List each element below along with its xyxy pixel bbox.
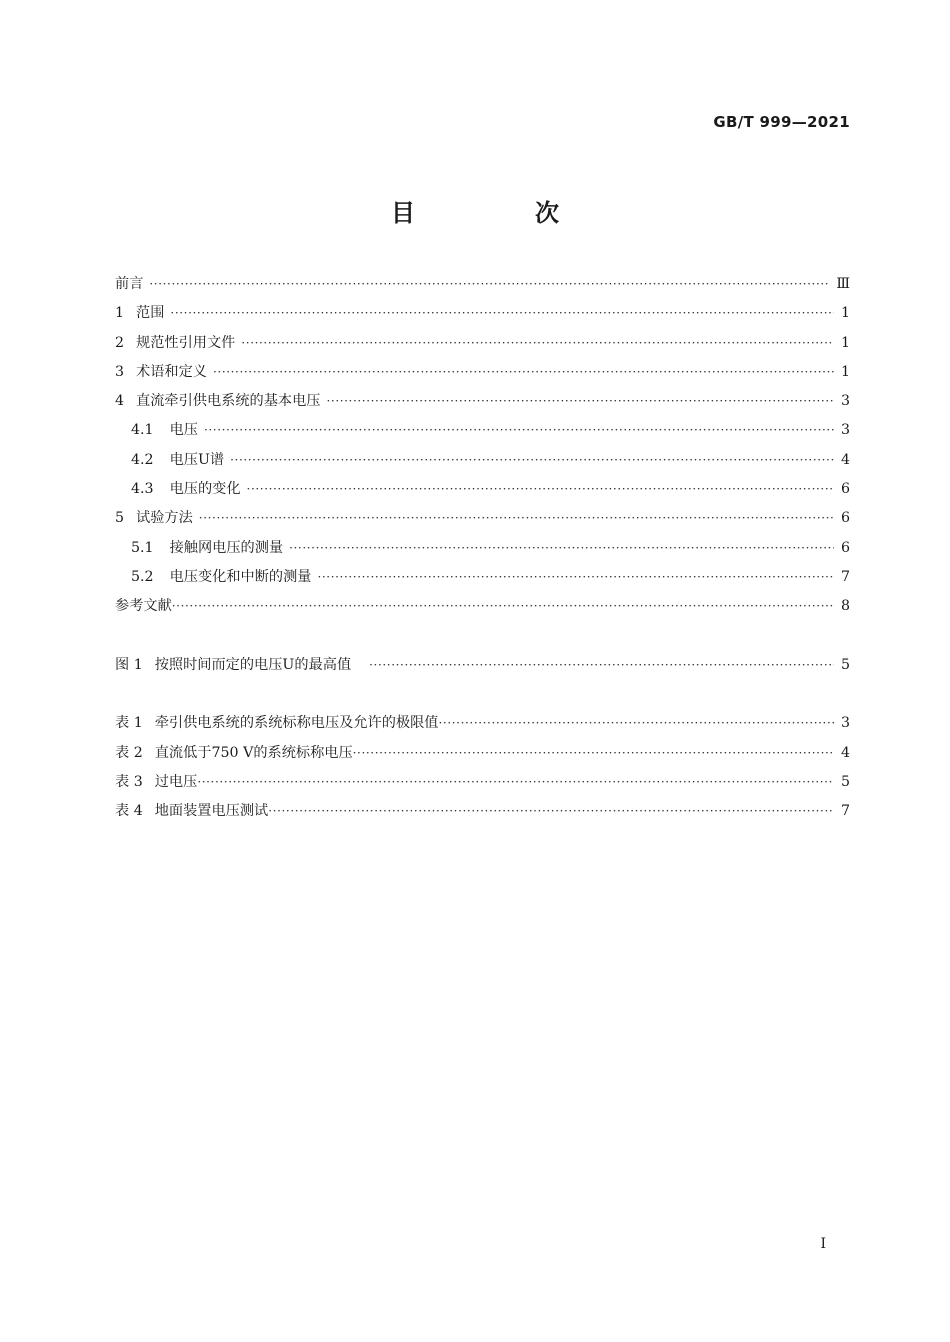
dot-leader xyxy=(204,416,834,445)
toc-page-number: 5 xyxy=(840,656,850,673)
toc-entry-text: 电压 xyxy=(169,422,198,439)
dot-leader xyxy=(149,270,830,299)
toc-entry-4-3[interactable] xyxy=(115,475,850,504)
page-title: 目 次 xyxy=(391,199,607,227)
toc-entry-text: 电压变化和中断的测量 xyxy=(169,568,312,585)
toc-entry-number: 表 3 xyxy=(115,774,143,791)
toc-entry-text: 试验方法 xyxy=(136,510,193,527)
toc-entry-4[interactable] xyxy=(115,387,850,416)
toc-page-number: 4 xyxy=(840,451,850,468)
dot-leader xyxy=(326,387,834,416)
toc-entry-foreword[interactable] xyxy=(115,270,850,299)
dot-leader xyxy=(213,358,834,387)
toc-tables xyxy=(115,709,850,826)
toc-page-number: 7 xyxy=(840,568,850,585)
dot-leader xyxy=(172,592,834,621)
toc-entry-table-4[interactable] xyxy=(115,797,850,826)
toc-entry-2[interactable] xyxy=(115,329,850,358)
toc-entry-text: 按照时间而定的电压U的最高值 xyxy=(154,656,352,673)
toc-entry-3[interactable] xyxy=(115,358,850,387)
toc-entry-number: 5 xyxy=(115,510,125,527)
toc-entry-text: 电压的变化 xyxy=(169,481,241,498)
toc-entry-table-2[interactable] xyxy=(115,739,850,768)
dot-leader xyxy=(241,329,834,358)
toc-page-number: 6 xyxy=(840,539,850,556)
toc-entry-4-1[interactable] xyxy=(115,416,850,445)
toc-figures xyxy=(115,651,850,680)
toc-entry-number: 4.3 xyxy=(131,481,154,498)
toc-entry-number: 1 xyxy=(115,305,125,322)
toc-page-number: 8 xyxy=(840,598,850,615)
toc-page-number: 4 xyxy=(840,744,850,761)
toc-page-number: 6 xyxy=(840,510,850,527)
toc-entry-number: 5.2 xyxy=(131,568,154,585)
toc-entry-number: 表 4 xyxy=(115,803,143,820)
toc-entry-number: 3 xyxy=(115,363,125,380)
toc-entry-text: 规范性引用文件 xyxy=(136,334,236,351)
document-code: GB/T 999—2021 xyxy=(713,113,850,131)
toc-entry-text: 直流低于750 V的系统标称电压 xyxy=(154,744,353,761)
toc-entry-bibliography[interactable] xyxy=(115,592,850,621)
dot-leader xyxy=(317,563,834,592)
toc-entry-number: 2 xyxy=(115,334,125,351)
section-gap xyxy=(115,680,850,709)
dot-leader xyxy=(369,651,834,680)
toc-entry-number: 5.1 xyxy=(131,539,154,556)
dot-leader xyxy=(439,709,835,738)
page-number: I xyxy=(820,1236,826,1252)
section-gap xyxy=(115,622,850,651)
toc-entry-text: 地面装置电压测试 xyxy=(154,803,269,820)
dot-leader xyxy=(353,739,834,768)
toc-entry-text: 过电压 xyxy=(154,774,198,791)
toc-entry-number: 4.1 xyxy=(131,422,154,439)
toc-entry-number: 4.2 xyxy=(131,451,154,468)
toc-entry-1[interactable] xyxy=(115,299,850,328)
toc-page-number: Ⅲ xyxy=(836,276,850,292)
toc-entry-text: 牵引供电系统的系统标称电压及允许的极限值 xyxy=(154,715,439,732)
toc-entry-number: 表 1 xyxy=(115,715,143,732)
toc-entry-text: 接触网电压的测量 xyxy=(169,539,284,556)
toc-entry-text: 直流牵引供电系统的基本电压 xyxy=(136,393,321,410)
table-of-contents xyxy=(115,270,850,827)
toc-entry-number: 4 xyxy=(115,393,125,410)
toc-page-number: 1 xyxy=(840,334,850,351)
toc-page-number: 3 xyxy=(840,393,850,410)
toc-page-number: 1 xyxy=(840,305,850,322)
toc-sections xyxy=(115,270,850,622)
toc-entry-text: 参考文献 xyxy=(115,598,172,615)
toc-page-number: 5 xyxy=(840,774,850,791)
toc-entry-number: 表 2 xyxy=(115,744,143,761)
toc-page-number: 3 xyxy=(840,715,850,732)
toc-entry-text: 电压U谱 xyxy=(169,451,225,468)
toc-entry-number: 图 1 xyxy=(115,656,143,673)
toc-entry-table-1[interactable] xyxy=(115,709,850,738)
dot-leader xyxy=(230,446,834,475)
toc-entry-text: 范围 xyxy=(136,305,165,322)
dot-leader xyxy=(197,768,834,797)
toc-entry-text: 术语和定义 xyxy=(136,363,207,380)
toc-entry-5[interactable] xyxy=(115,504,850,533)
toc-entry-5-2[interactable] xyxy=(115,563,850,592)
toc-entry-figure-1[interactable] xyxy=(115,651,850,680)
toc-entry-5-1[interactable] xyxy=(115,534,850,563)
toc-entry-table-3[interactable] xyxy=(115,768,850,797)
toc-page-number: 7 xyxy=(840,803,850,820)
toc-page-number: 6 xyxy=(840,481,850,498)
toc-entry-text: 前言 xyxy=(115,276,144,292)
dot-leader xyxy=(289,534,834,563)
toc-page-number: 1 xyxy=(840,363,850,380)
dot-leader xyxy=(199,504,834,533)
dot-leader xyxy=(268,797,834,826)
dot-leader xyxy=(247,475,834,504)
toc-page-number: 3 xyxy=(840,422,850,439)
toc-entry-4-2[interactable] xyxy=(115,446,850,475)
dot-leader xyxy=(170,299,834,328)
